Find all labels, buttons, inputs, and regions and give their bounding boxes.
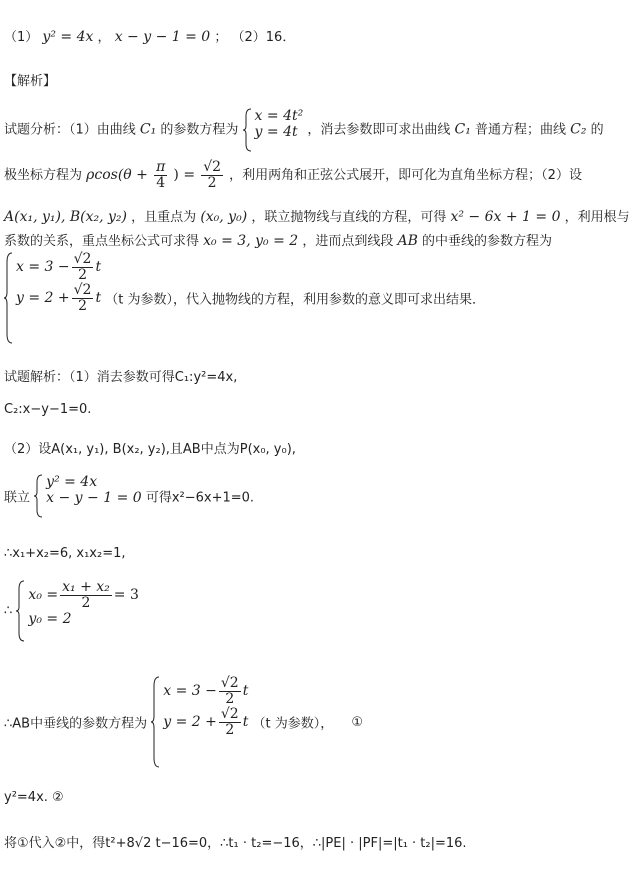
- param-text: 的参数方程为: [160, 122, 239, 138]
- x0y0: x₀ = 3, y₀ = 2: [203, 233, 299, 249]
- brace-icon: [4, 252, 14, 344]
- joint-row-2: x − y − 1 = 0: [46, 490, 142, 506]
- answer-semicolon: ；: [214, 30, 228, 45]
- polar-mid: ) =: [173, 167, 196, 183]
- x0-row: x₀ = $\frac{\text{x₁ + x₂}}{2}$ = 3: [28, 579, 139, 611]
- analysis-intro: 试题分析：（1）由曲线: [4, 122, 136, 138]
- param-note: （t 为参数），代入抛物线的方程，利用参数的意义即可求出结果．: [105, 292, 485, 308]
- mid-point: (x₀, y₀): [200, 209, 248, 225]
- joint-row-1: y² = 4x: [46, 474, 98, 490]
- brace-icon: [16, 580, 26, 642]
- param-system: [243, 108, 304, 152]
- analysis-line-2: [4, 160, 582, 191]
- joint-text: ，联立抛物线与直线的方程，可得: [251, 210, 447, 225]
- pi-over-4: $\frac{\pi}{4}$: [156, 159, 166, 191]
- analysis-line-3: [4, 206, 630, 225]
- segment-ab: AB: [397, 233, 418, 249]
- answer-line: [4, 26, 295, 45]
- solution-final: 将①代入②中，得t²+8√2 t−16=0，∴t₁ · t₂=−16，∴|PE| · |PF|=|t₁ · t₂|=16.: [4, 836, 467, 851]
- perp-note: （t 为参数），: [252, 716, 334, 732]
- solution-perp: [4, 676, 363, 768]
- circle-one: ①: [351, 714, 364, 730]
- curve-c1b: C₁: [454, 121, 471, 138]
- normal-text: 普通方程；曲线: [474, 122, 566, 138]
- perp1-row-y: y = 2 + $\frac{√2}{2}$ t: [16, 282, 102, 314]
- sys-row-1: x = 4t²: [254, 108, 304, 124]
- answer-eq2: x − y − 1 = 0: [114, 29, 211, 45]
- perp2-row-x: x = 3 − $\frac{√2}{2}$ t: [163, 675, 249, 707]
- perp-system-2: [151, 676, 248, 768]
- brace-icon: [34, 474, 44, 518]
- analysis-line-4: [4, 230, 552, 249]
- joint-label: 联立: [4, 490, 31, 506]
- solution-line-2: C₂:x−y−1=0.: [4, 402, 92, 417]
- solution-joint: [4, 474, 254, 518]
- answer-eq1: y² = 4x: [42, 29, 94, 45]
- solution-line-3: （2）设A(x₁, y₁), B(x₂, y₂),且AB中点为P(x₀, y₀),: [4, 442, 296, 457]
- curve-c2: C₂: [570, 121, 587, 138]
- sqrt2-over-2: $\frac{√2}{2}$: [203, 159, 222, 191]
- solution-x0y0: [4, 580, 139, 642]
- analysis-param-block: [4, 252, 485, 344]
- therefore-symbol: ∴: [4, 603, 13, 619]
- brace-icon: [243, 108, 253, 152]
- polar-text: 极坐标方程为: [4, 168, 83, 183]
- perp1-row-x: x = 3 − $\frac{√2}{2}$ t: [16, 251, 102, 283]
- perp2-row-y: y = 2 + $\frac{√2}{2}$ t: [163, 706, 249, 738]
- y0-row: y₀ = 2: [28, 611, 72, 627]
- polar-lhs: ρcos(θ +: [86, 167, 148, 183]
- after-sys: ，消去参数即可求出曲线: [307, 122, 451, 138]
- perp-text: ∴AB中垂线的参数方程为: [4, 716, 148, 732]
- joint-after: 可得x²−6x+1=0.: [145, 490, 255, 506]
- line4a: 系数的关系，重点坐标公式可求得: [4, 234, 200, 249]
- joint-system: [34, 474, 142, 518]
- analysis-heading: 【解析】: [4, 74, 57, 89]
- perp-system-1: [4, 252, 101, 344]
- analysis-line-1: [4, 108, 604, 152]
- answer-part2: （2）16．: [231, 30, 296, 45]
- solution-y2: y²=4x. ②: [4, 790, 64, 805]
- answer-part1-label: （1）: [4, 30, 39, 45]
- mid-text: ，且重点为: [131, 210, 197, 225]
- ab-points: A(x₁, y₁), B(x₂, y₂): [4, 209, 128, 225]
- solution-vieta: ∴x₁+x₂=6, x₁x₂=1,: [4, 546, 126, 561]
- curve-c1: C₁: [139, 121, 157, 138]
- polar-after: ，利用两角和正弦公式展开，即可化为直角坐标方程；（2）设: [229, 168, 582, 183]
- sys-row-2: y = 4t: [254, 124, 298, 140]
- tail-1: 的: [590, 122, 604, 138]
- quad-eq: x² − 6x + 1 = 0: [450, 209, 561, 225]
- line4c: 的中垂线的参数方程为: [422, 234, 553, 249]
- x0y0-system: [16, 580, 138, 642]
- solution-line-1: 试题解析：（1）消去参数可得C₁:y²=4x,: [4, 370, 238, 385]
- vieta-text: ，利用根与: [564, 210, 630, 225]
- answer-sep: ，: [97, 30, 111, 45]
- brace-icon: [151, 676, 161, 768]
- line4b: ，进而点到线段: [302, 234, 394, 249]
